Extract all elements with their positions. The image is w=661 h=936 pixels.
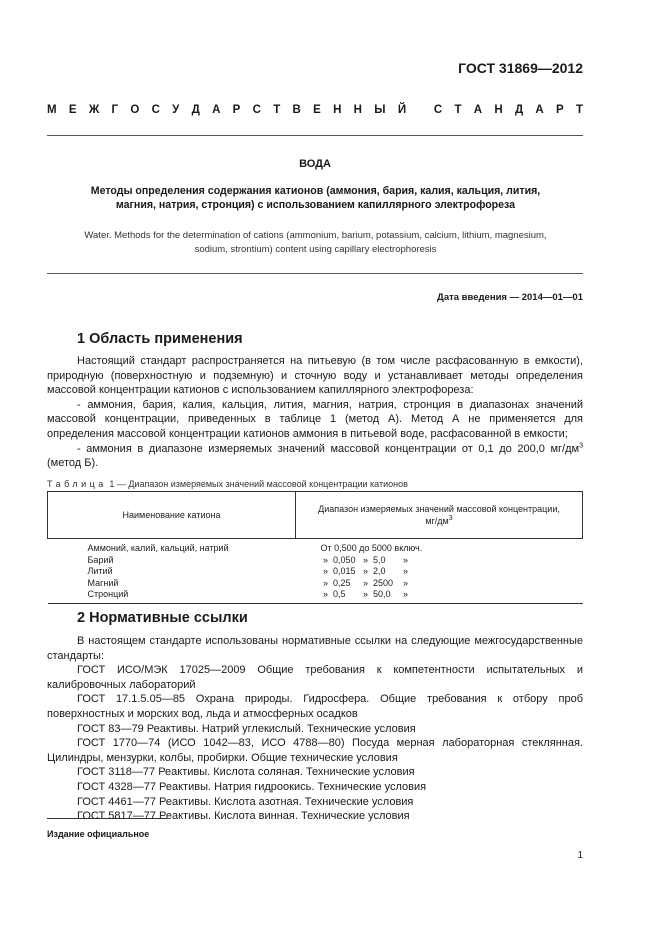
banner-letter: А [212,104,221,116]
banner-letter: Р [232,104,241,116]
banner-letter: Й [397,104,407,116]
reference-item: ГОСТ 83—79 Реактивы. Натрий углекислый. Технические условия [77,722,416,735]
introduction-date: Дата введения — 2014—01—01 [437,292,583,303]
range-cell: » 0,5 » 50,0 » [296,589,583,603]
table-header-range: Диапазон измеряемых значений массовой концентрации, $мг/дм^3$ [296,492,583,539]
table-header-cation: Наименование катиона [48,492,296,539]
table-row [48,555,583,567]
banner-letter: А [535,104,544,116]
section-1-body [47,354,583,471]
document-subtitle: Методы определения содержания катионов (аммония, бария, калия, кальция, лития, магния, натрия, стронция) с использованием капиллярного электрофореза [90,185,541,211]
reference-item: ГОСТ 1770—74 (ИСО 1042—83, ИСО 4788—80) Посуда мерная лабораторная стеклянная. Цилиндры, мензурки, колбы, пробирки. Общие технические условия [47,737,583,764]
range-cell: » 0,015 » 2,0 » [320,566,409,576]
reference-item: ГОСТ 3118—77 Реактивы. Кислота соляная. Технические условия [77,766,415,779]
table-row [48,539,583,555]
footer-divider [47,818,167,819]
banner-letter: Т [273,104,281,116]
table-1-caption: Таблица 1 — Диапазон измеряемых значений массовой концентрации катионов [47,479,408,489]
banner-letter: Е [313,104,321,116]
cation-name-cell: Литий [87,566,113,576]
official-edition-label: Издание официальное [47,829,150,839]
section-1-paragraph: Настоящий стандарт распространяется на питьевую (в том числе расфасованную в емкости), природную (поверхностную и подземную) и сточную воду и устанавливает методы определения массовой концентрации катионов с использованием капиллярного электрофореза: [47,355,583,397]
banner-letter: М [47,104,57,116]
section-1-method-b: - аммония в диапазоне измеряемых значений массовой концентрации от 0,1 до 200,0 $мг/дм^3$ (метод Б). [47,441,583,470]
reference-item: ГОСТ ИСО/МЭК 17025—2009 Общие требования к компетентности испытательных и калибровочных лабораторий [47,664,583,691]
cation-name-cell: Магний [87,577,119,588]
title-divider [47,273,583,274]
reference-item: ГОСТ 4461—77 Реактивы. Кислота азотная. Технические условия [77,795,414,808]
banner-letter: Е [68,104,77,116]
reference-item: ГОСТ 4328—77 Реактивы. Натрия гидроокись. Технические условия [77,780,427,793]
cation-name-cell: Барий [87,554,114,565]
cation-range-table [47,491,583,604]
banner-letter: Н [353,104,362,116]
banner-letter: С [252,104,261,116]
banner-letter: Р [556,104,564,116]
banner-letter: Д [191,104,200,116]
reference-item: ГОСТ 17.1.5.05—85 Охрана природы. Гидросфера. Общие требования к отбору проб поверхностных и морских вод, льда и атмосферных осадков [47,693,583,720]
cation-name-cell: Аммоний, калий, кальций, натрий [87,543,229,553]
cation-name-cell: Стронций [48,589,296,603]
document-title: ВОДА [299,158,331,170]
normative-references [47,634,583,824]
banner-letter: С [151,104,160,116]
banner-gap [418,104,421,116]
table-row [48,566,583,578]
section-2-heading: 2 Нормативные ссылки [77,610,248,626]
banner-letter: Н [494,104,503,116]
english-title: Water. Methods for the determination of cations (ammonium, barium, potassium, calcium, lithium, magnesium, sodium, strontium) content using capillary electrophoresis [84,230,547,255]
header-divider [47,135,583,136]
range-cell: От 0,500 до 5000 включ. [320,543,423,553]
standard-code: ГОСТ 31869—2012 [458,60,583,76]
banner-letter: Д [514,104,524,116]
table-caption-label: Таблица [47,479,107,489]
table-row [48,578,583,590]
table-row [48,589,583,603]
banner-letter: В [292,104,301,116]
reference-item: ГОСТ 5817—77 Реактивы. Кислота винная. Технические условия [77,810,410,823]
banner-letter: О [130,104,140,116]
section-1-method-a: - аммония, бария, калия, кальция, лития, магния, натрия, стронция в диапазонах значений массовой концентрации, приведенных в таблице 1 (метод А). Метод А не применяется для определения массовой концентрации катионов аммония в питьевой воде, расфасованной в емкости; [47,398,583,440]
banner-letter: С [433,104,443,116]
interstate-standard-banner [47,104,583,116]
banner-letter: Г [111,104,119,116]
banner-letter: Ж [88,104,100,116]
section-1-heading: 1 Область применения [77,331,243,347]
range-cell: » 0,050 » 5,0 » [320,554,409,565]
banner-letter: Ы [374,104,386,116]
banner-letter: А [473,104,483,116]
page-number: 1 [577,850,583,861]
range-cell: » 0,25 » 2500 » [320,577,409,588]
banner-letter: Н [333,104,342,116]
references-intro: В настоящем стандарте использованы нормативные ссылки на следующие межгосударственные стандарты: [47,635,583,662]
banner-letter: Т [454,104,462,116]
banner-letter: У [172,104,180,116]
banner-letter: Т [575,104,583,116]
